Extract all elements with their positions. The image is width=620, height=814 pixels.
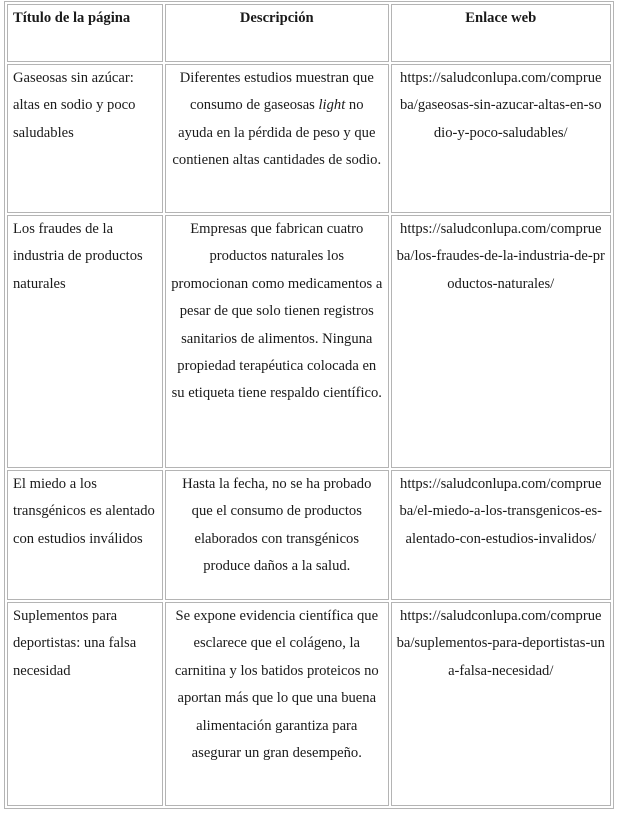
row-title: Los fraudes de la industria de productos naturales xyxy=(7,215,163,468)
row-link[interactable]: https://saludconlupa.com/comprueba/los-fraudes-de-la-industria-de-productos-naturales/ xyxy=(391,215,611,468)
row-link[interactable]: https://saludconlupa.com/comprueba/suplementos-para-deportistas-una-falsa-necesidad/ xyxy=(391,602,611,806)
header-row xyxy=(7,4,611,62)
table-row xyxy=(7,215,611,468)
table-row xyxy=(7,602,611,806)
row-link[interactable]: https://saludconlupa.com/comprueba/el-miedo-a-los-transgenicos-es-alentado-con-estudios-invalidos/ xyxy=(391,470,611,600)
row-description: Hasta la fecha, no se ha probado que el consumo de productos elaborados con transgénicos produce daños a la salud. xyxy=(165,470,388,600)
table-row xyxy=(7,470,611,600)
description-text: Diferentes estudios muestran que consumo de gaseosas xyxy=(179,70,374,114)
header-page-title: Título de la página xyxy=(7,4,163,62)
header-description: Descripción xyxy=(165,4,388,62)
row-title: Gaseosas sin azúcar: altas en sodio y poco saludables xyxy=(7,64,163,213)
description-italic-text: light xyxy=(318,97,346,114)
row-description: Empresas que fabrican cuatro productos naturales los promocionan como medicamentos a pesar de que solo tienen registros sanitarios de alimentos. Ninguna propiedad terapéutica colocada en su etiqueta tiene respaldo científico. xyxy=(165,215,388,468)
table-row xyxy=(7,64,611,213)
row-link[interactable]: https://saludconlupa.com/comprueba/gaseosas-sin-azucar-altas-en-sodio-y-poco-saludables/ xyxy=(391,64,611,213)
header-web-link: Enlace web xyxy=(391,4,611,62)
links-table xyxy=(4,1,614,809)
description-text: no ayuda en la pérdida de peso y que contienen altas cantidades de sodio. xyxy=(172,97,382,169)
row-description xyxy=(165,64,388,213)
row-title: Suplementos para deportistas: una falsa necesidad xyxy=(7,602,163,806)
row-title: El miedo a los transgénicos es alentado con estudios inválidos xyxy=(7,470,163,600)
row-description: Se expone evidencia científica que esclarece que el colágeno, la carnitina y los batidos proteicos no aportan más que lo que una buena alimentación garantiza para asegurar un gran desempeño. xyxy=(165,602,388,806)
